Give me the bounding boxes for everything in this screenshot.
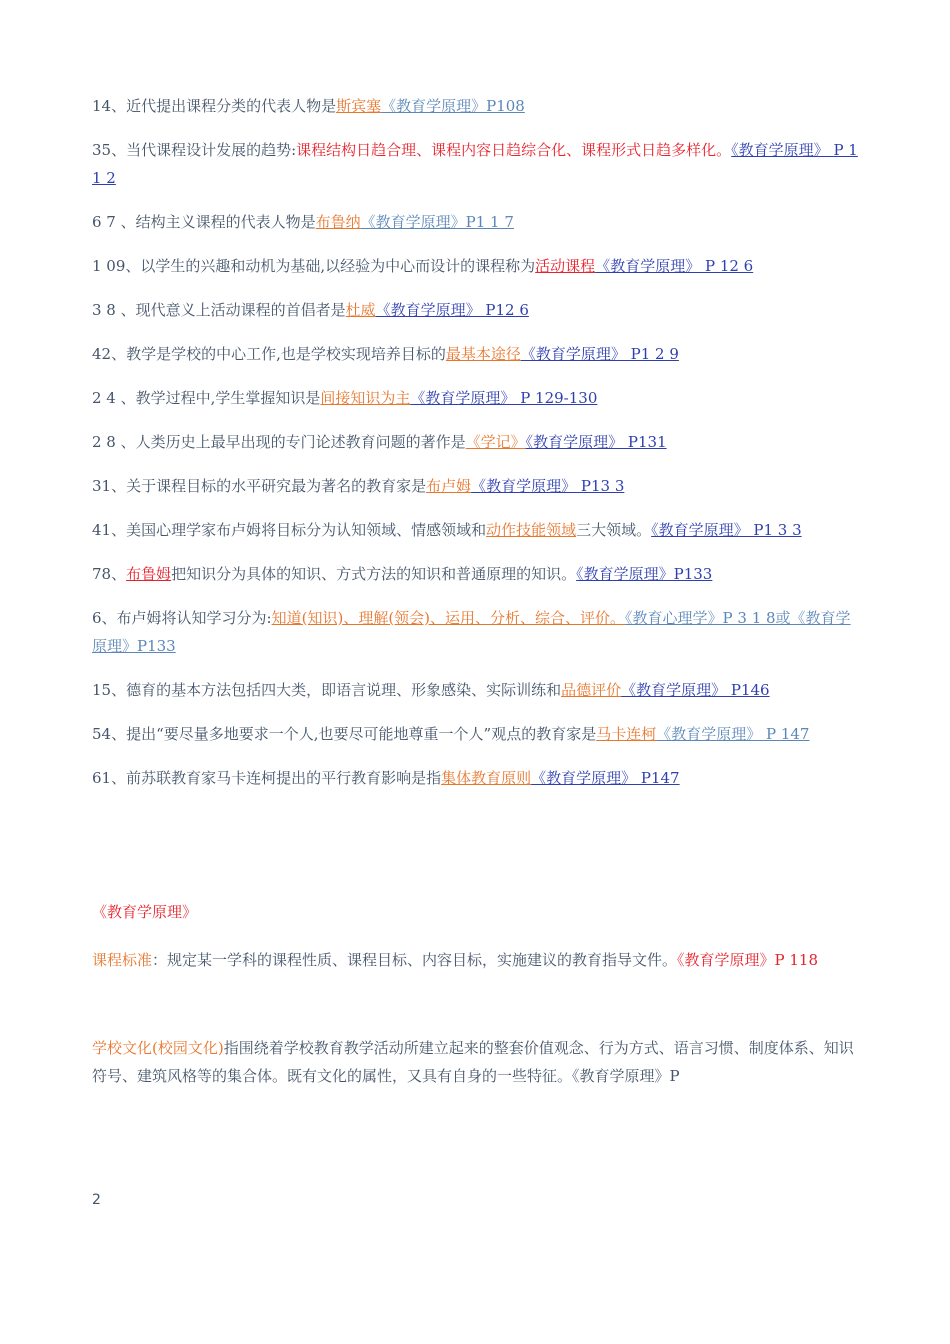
text-segment: 《教育学原理》P 118 <box>677 951 819 969</box>
text-segment: 54、提出“要尽量多地要求一个人,也要尽可能地尊重一个人”观点的教育家是 <box>92 725 597 743</box>
reference-link: 《教育学原理》 P12 6 <box>375 301 529 319</box>
question-list <box>92 92 860 792</box>
text-segment: 2 8 、人类历史上最早出现的专门论述教育问题的著作是 <box>92 433 466 451</box>
reference-link: 《教育学原理》 P 11 2 <box>92 141 858 187</box>
text-segment: 课程结构日趋合理、课程内容日趋综合化、课程形式日趋多样化。 <box>296 141 732 159</box>
text-segment: 指围绕着学校教育教学活动所建立起来的整套价值观念、行为方式、语言习惯、制度体系、知识符号、建筑风格等的集合体。既有文化的属性，又具有自身的一些特征。《教育学原理》P <box>92 1039 854 1085</box>
reference-link: 《教育学原理》P133 <box>576 565 713 583</box>
question-item <box>92 252 860 280</box>
text-segment: 马卡连柯 <box>596 725 657 743</box>
question-item <box>92 516 860 544</box>
question-item <box>92 720 860 748</box>
question-item <box>92 676 860 704</box>
text-segment: 61、前苏联教育家马卡连柯提出的平行教育影响是指 <box>92 769 442 787</box>
reference-link: 《教育心理学》P 3 1 8或《教育学原理》P133 <box>92 609 851 655</box>
text-segment: 集体教育原则 <box>441 769 532 787</box>
page-number: 2 <box>92 1192 101 1208</box>
text-segment: ：规定某一学科的课程性质、课程目标、内容目标，实施建议的教育指导文件。 <box>152 951 678 969</box>
reference-link: 《教育学原理》 P146 <box>621 681 770 699</box>
reference-link: 《教育学原理》 P 147 <box>656 725 810 743</box>
text-segment: 把知识分为具体的知识、方式方法的知识和普通原理的知识。 <box>171 565 577 583</box>
question-item <box>92 604 860 660</box>
reference-link: 《教育学原理》P1 1 7 <box>360 213 514 231</box>
reference-link: 《教育学原理》 P13 3 <box>471 477 625 495</box>
reference-link: 《教育学原理》 P1 2 9 <box>520 345 679 363</box>
text-segment: 2 4 、教学过程中,学生掌握知识是 <box>92 389 321 407</box>
text-segment: 活动课程 <box>535 257 596 275</box>
document-page <box>92 92 860 1106</box>
text-segment: 最基本途径 <box>445 345 521 363</box>
text-segment: 6 7 、结构主义课程的代表人物是 <box>92 213 316 231</box>
text-segment: 布鲁姆 <box>126 565 172 583</box>
text-segment: 知道(知识)、理解(领会)、运用、分析、综合、评价。 <box>271 609 626 627</box>
reference-link: 《教育学原理》 P131 <box>525 433 667 451</box>
question-item <box>92 384 860 412</box>
question-item <box>92 560 860 588</box>
text-segment: 1 09、以学生的兴趣和动机为基础,以经验为中心而设计的课程称为 <box>92 257 536 275</box>
text-segment: 35、当代课程设计发展的趋势: <box>92 141 297 159</box>
reference-link: 《教育学原理》 P 12 6 <box>595 257 754 275</box>
reference-link: 《教育学原理》 P 129-130 <box>410 389 598 407</box>
text-segment: 布鲁纳 <box>315 213 361 231</box>
text-segment: 78、 <box>92 565 127 583</box>
reference-link: 《教育学原理》 P1 3 3 <box>651 521 802 539</box>
question-item <box>92 296 860 324</box>
text-segment: 3 8 、现代意义上活动课程的首倡者是 <box>92 301 346 319</box>
question-item <box>92 136 860 192</box>
text-segment: 布卢姆 <box>426 477 472 495</box>
definition-item <box>92 1034 860 1090</box>
text-segment: 14、近代提出课程分类的代表人物是 <box>92 97 337 115</box>
definition-list <box>92 946 860 1090</box>
text-segment: 杜威 <box>345 301 376 319</box>
text-segment: 动作技能领域 <box>486 521 577 539</box>
definition-item <box>92 946 860 974</box>
text-segment: 15、德育的基本方法包括四大类，即语言说理、形象感染、实际训练和 <box>92 681 562 699</box>
question-item <box>92 428 860 456</box>
text-segment: 课程标准 <box>92 951 153 969</box>
text-segment: 41、美国心理学家布卢姆将目标分为认知领域、情感领域和 <box>92 521 487 539</box>
spacer <box>92 808 860 898</box>
question-item <box>92 472 860 500</box>
text-segment: 三大领域。 <box>576 521 652 539</box>
text-segment: 品德评价 <box>561 681 622 699</box>
text-segment: 学校文化(校园文化) <box>92 1039 224 1057</box>
text-segment: 31、关于课程目标的水平研究最为著名的教育家是 <box>92 477 427 495</box>
text-segment: 6、布卢姆将认知学习分为: <box>92 609 272 627</box>
reference-link: 《教育学原理》P108 <box>381 97 525 115</box>
section-title: 《教育学原理》 <box>92 903 198 921</box>
text-segment: 《学记》 <box>465 433 526 451</box>
text-segment: 斯宾塞 <box>336 97 382 115</box>
question-item <box>92 340 860 368</box>
reference-link: 《教育学原理》 P147 <box>531 769 680 787</box>
question-item <box>92 208 860 236</box>
text-segment: 42、教学是学校的中心工作,也是学校实现培养目标的 <box>92 345 446 363</box>
question-item <box>92 764 860 792</box>
text-segment: 间接知识为主 <box>320 389 411 407</box>
question-item <box>92 92 860 120</box>
